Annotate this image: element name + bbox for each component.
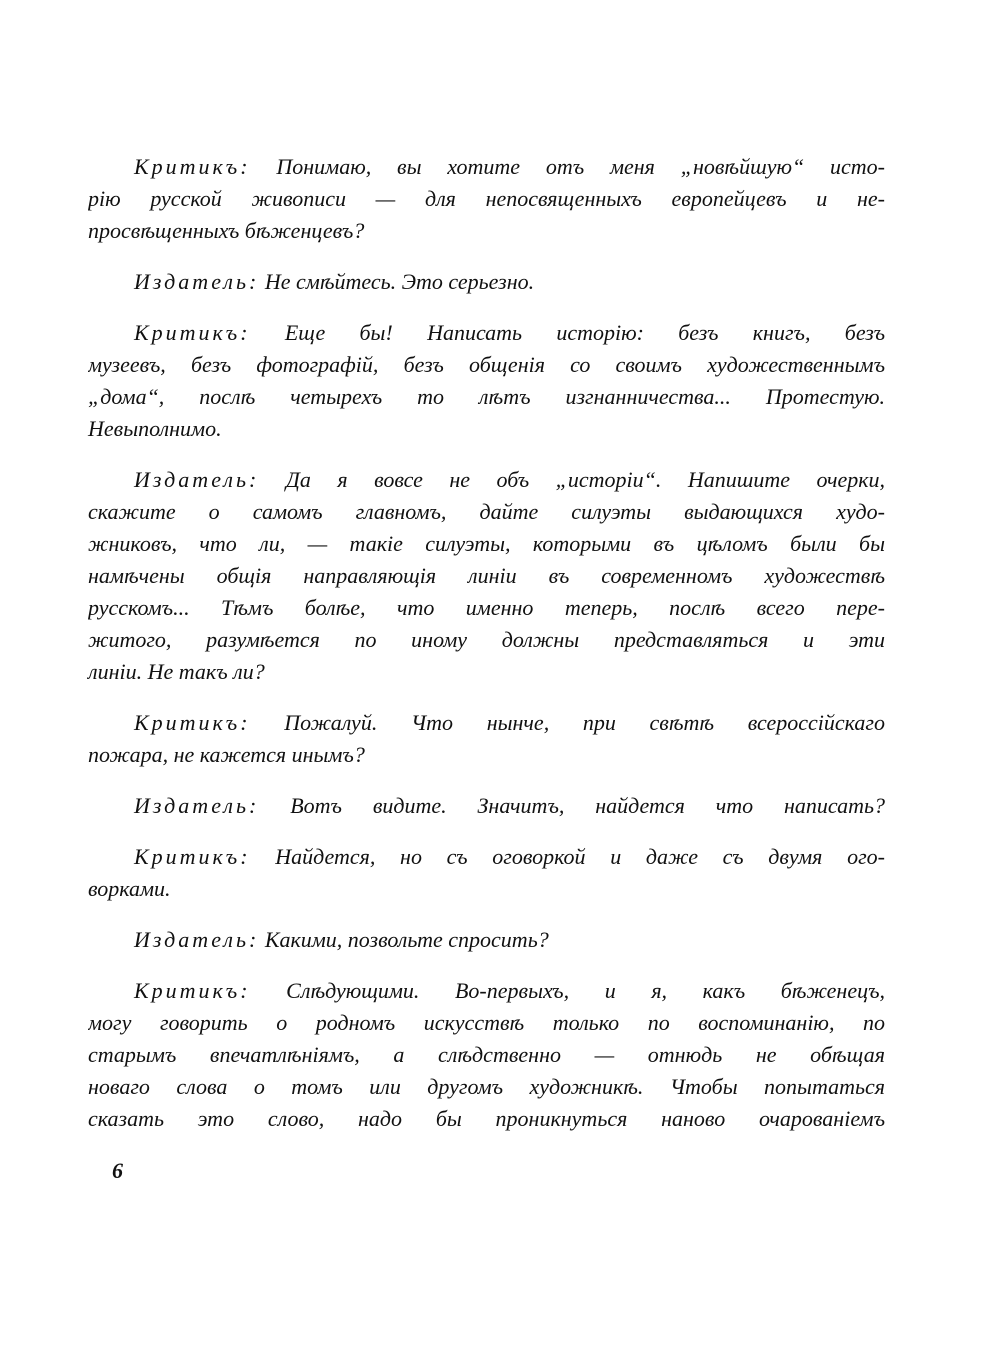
text-line xyxy=(88,317,885,349)
dialogue-paragraph xyxy=(88,317,885,445)
dialogue-paragraph xyxy=(88,464,885,688)
text-line xyxy=(88,624,885,656)
page-number: 6 xyxy=(112,1158,123,1183)
dialogue-paragraph xyxy=(88,924,885,956)
text-line xyxy=(88,656,885,688)
text-line xyxy=(88,528,885,560)
text-line xyxy=(88,496,885,528)
text-line xyxy=(88,560,885,592)
line-text: Невыполнимо. xyxy=(88,416,222,441)
text-line xyxy=(88,873,885,905)
line-text: Да я вовсе не объ „исторіи“. Напишите очерки, xyxy=(285,467,885,492)
line-text: новаго слова о томъ или другомъ художникѣ. Чтобы попытаться xyxy=(88,1074,885,1099)
line-text: Понимаю, вы хотите отъ меня „новѣйшую“ исто- xyxy=(276,154,885,179)
line-text: пожара, не кажется инымъ? xyxy=(88,742,365,767)
speaker-label: Издатель: xyxy=(134,927,260,952)
text-line xyxy=(88,266,885,298)
line-text: Найдется, но съ оговоркой и даже съ двумя ого- xyxy=(275,844,885,869)
line-text: музеевъ, безъ фотографій, безъ общенія со своимъ художественнымъ xyxy=(88,352,885,377)
line-text: Слѣдующими. Во-первыхъ, и я, какъ бѣженецъ, xyxy=(286,978,885,1003)
page-body xyxy=(88,151,885,1154)
text-line xyxy=(88,464,885,496)
text-line xyxy=(88,592,885,624)
dialogue-paragraph xyxy=(88,266,885,298)
text-line xyxy=(88,215,885,247)
line-text: старымъ впечатлѣніямъ, а слѣдственно — отнюдь не обѣщая xyxy=(88,1042,885,1067)
text-line xyxy=(88,790,885,822)
dialogue-paragraph xyxy=(88,790,885,822)
dialogue-paragraph xyxy=(88,841,885,905)
text-line xyxy=(88,413,885,445)
line-text: просвѣщенныхъ бѣженцевъ? xyxy=(88,218,365,243)
text-line xyxy=(88,1103,885,1135)
line-text: скажите о самомъ главномъ, дайте силуэты выдающихся худо- xyxy=(88,499,885,524)
text-line xyxy=(88,349,885,381)
speaker-label: Критикъ: xyxy=(134,710,251,735)
text-line xyxy=(88,1071,885,1103)
text-line xyxy=(88,924,885,956)
text-line xyxy=(88,841,885,873)
dialogue-paragraph xyxy=(88,975,885,1135)
speaker-label: Критикъ: xyxy=(134,978,251,1003)
text-line xyxy=(88,1007,885,1039)
line-text: могу говорить о родномъ искусствѣ только по воспоминанію, по xyxy=(88,1010,885,1035)
dialogue-paragraph xyxy=(88,707,885,771)
line-text: намѣчены общія направляющія линіи въ современномъ художествѣ xyxy=(88,563,885,588)
speaker-label: Критикъ: xyxy=(134,154,251,179)
text-line xyxy=(88,381,885,413)
line-text: сказать это слово, надо бы проникнуться наново очарованіемъ xyxy=(88,1106,885,1131)
text-line xyxy=(88,739,885,771)
text-line xyxy=(88,975,885,1007)
speaker-label: Издатель: xyxy=(134,467,260,492)
text-line xyxy=(88,1039,885,1071)
line-text: жниковъ, что ли, — такіе силуэты, которыми въ цѣломъ были бы xyxy=(88,531,885,556)
line-text: ворками. xyxy=(88,876,171,901)
line-text: Не смѣйтесь. Это серьезно. xyxy=(264,269,535,294)
line-text: линіи. Не такъ ли? xyxy=(88,659,265,684)
line-text: рію русской живописи — для непосвященныхъ европейцевъ и не- xyxy=(88,186,885,211)
line-text: русскомъ... Тѣмъ болѣе, что именно теперь, послѣ всего пере- xyxy=(88,595,885,620)
speaker-label: Издатель: xyxy=(134,269,260,294)
line-text: Пожалуй. Что нынче, при свѣтѣ всероссійскаго xyxy=(284,710,885,735)
line-text: житого, разумѣется по иному должны представляться и эти xyxy=(88,627,885,652)
speaker-label: Издатель: xyxy=(134,793,260,818)
line-text: Какими, позвольте спросить? xyxy=(264,927,549,952)
text-line xyxy=(88,183,885,215)
dialogue-paragraph xyxy=(88,151,885,247)
text-line xyxy=(88,151,885,183)
speaker-label: Критикъ: xyxy=(134,320,251,345)
text-line xyxy=(88,707,885,739)
line-text: Вотъ видите. Значитъ, найдется что написать? xyxy=(290,793,885,818)
speaker-label: Критикъ: xyxy=(134,844,251,869)
line-text: „дома“, послѣ четырехъ то лѣтъ изгнанничества... Протестую. xyxy=(88,384,885,409)
line-text: Еще бы! Написать исторію: безъ книгъ, безъ xyxy=(284,320,885,345)
